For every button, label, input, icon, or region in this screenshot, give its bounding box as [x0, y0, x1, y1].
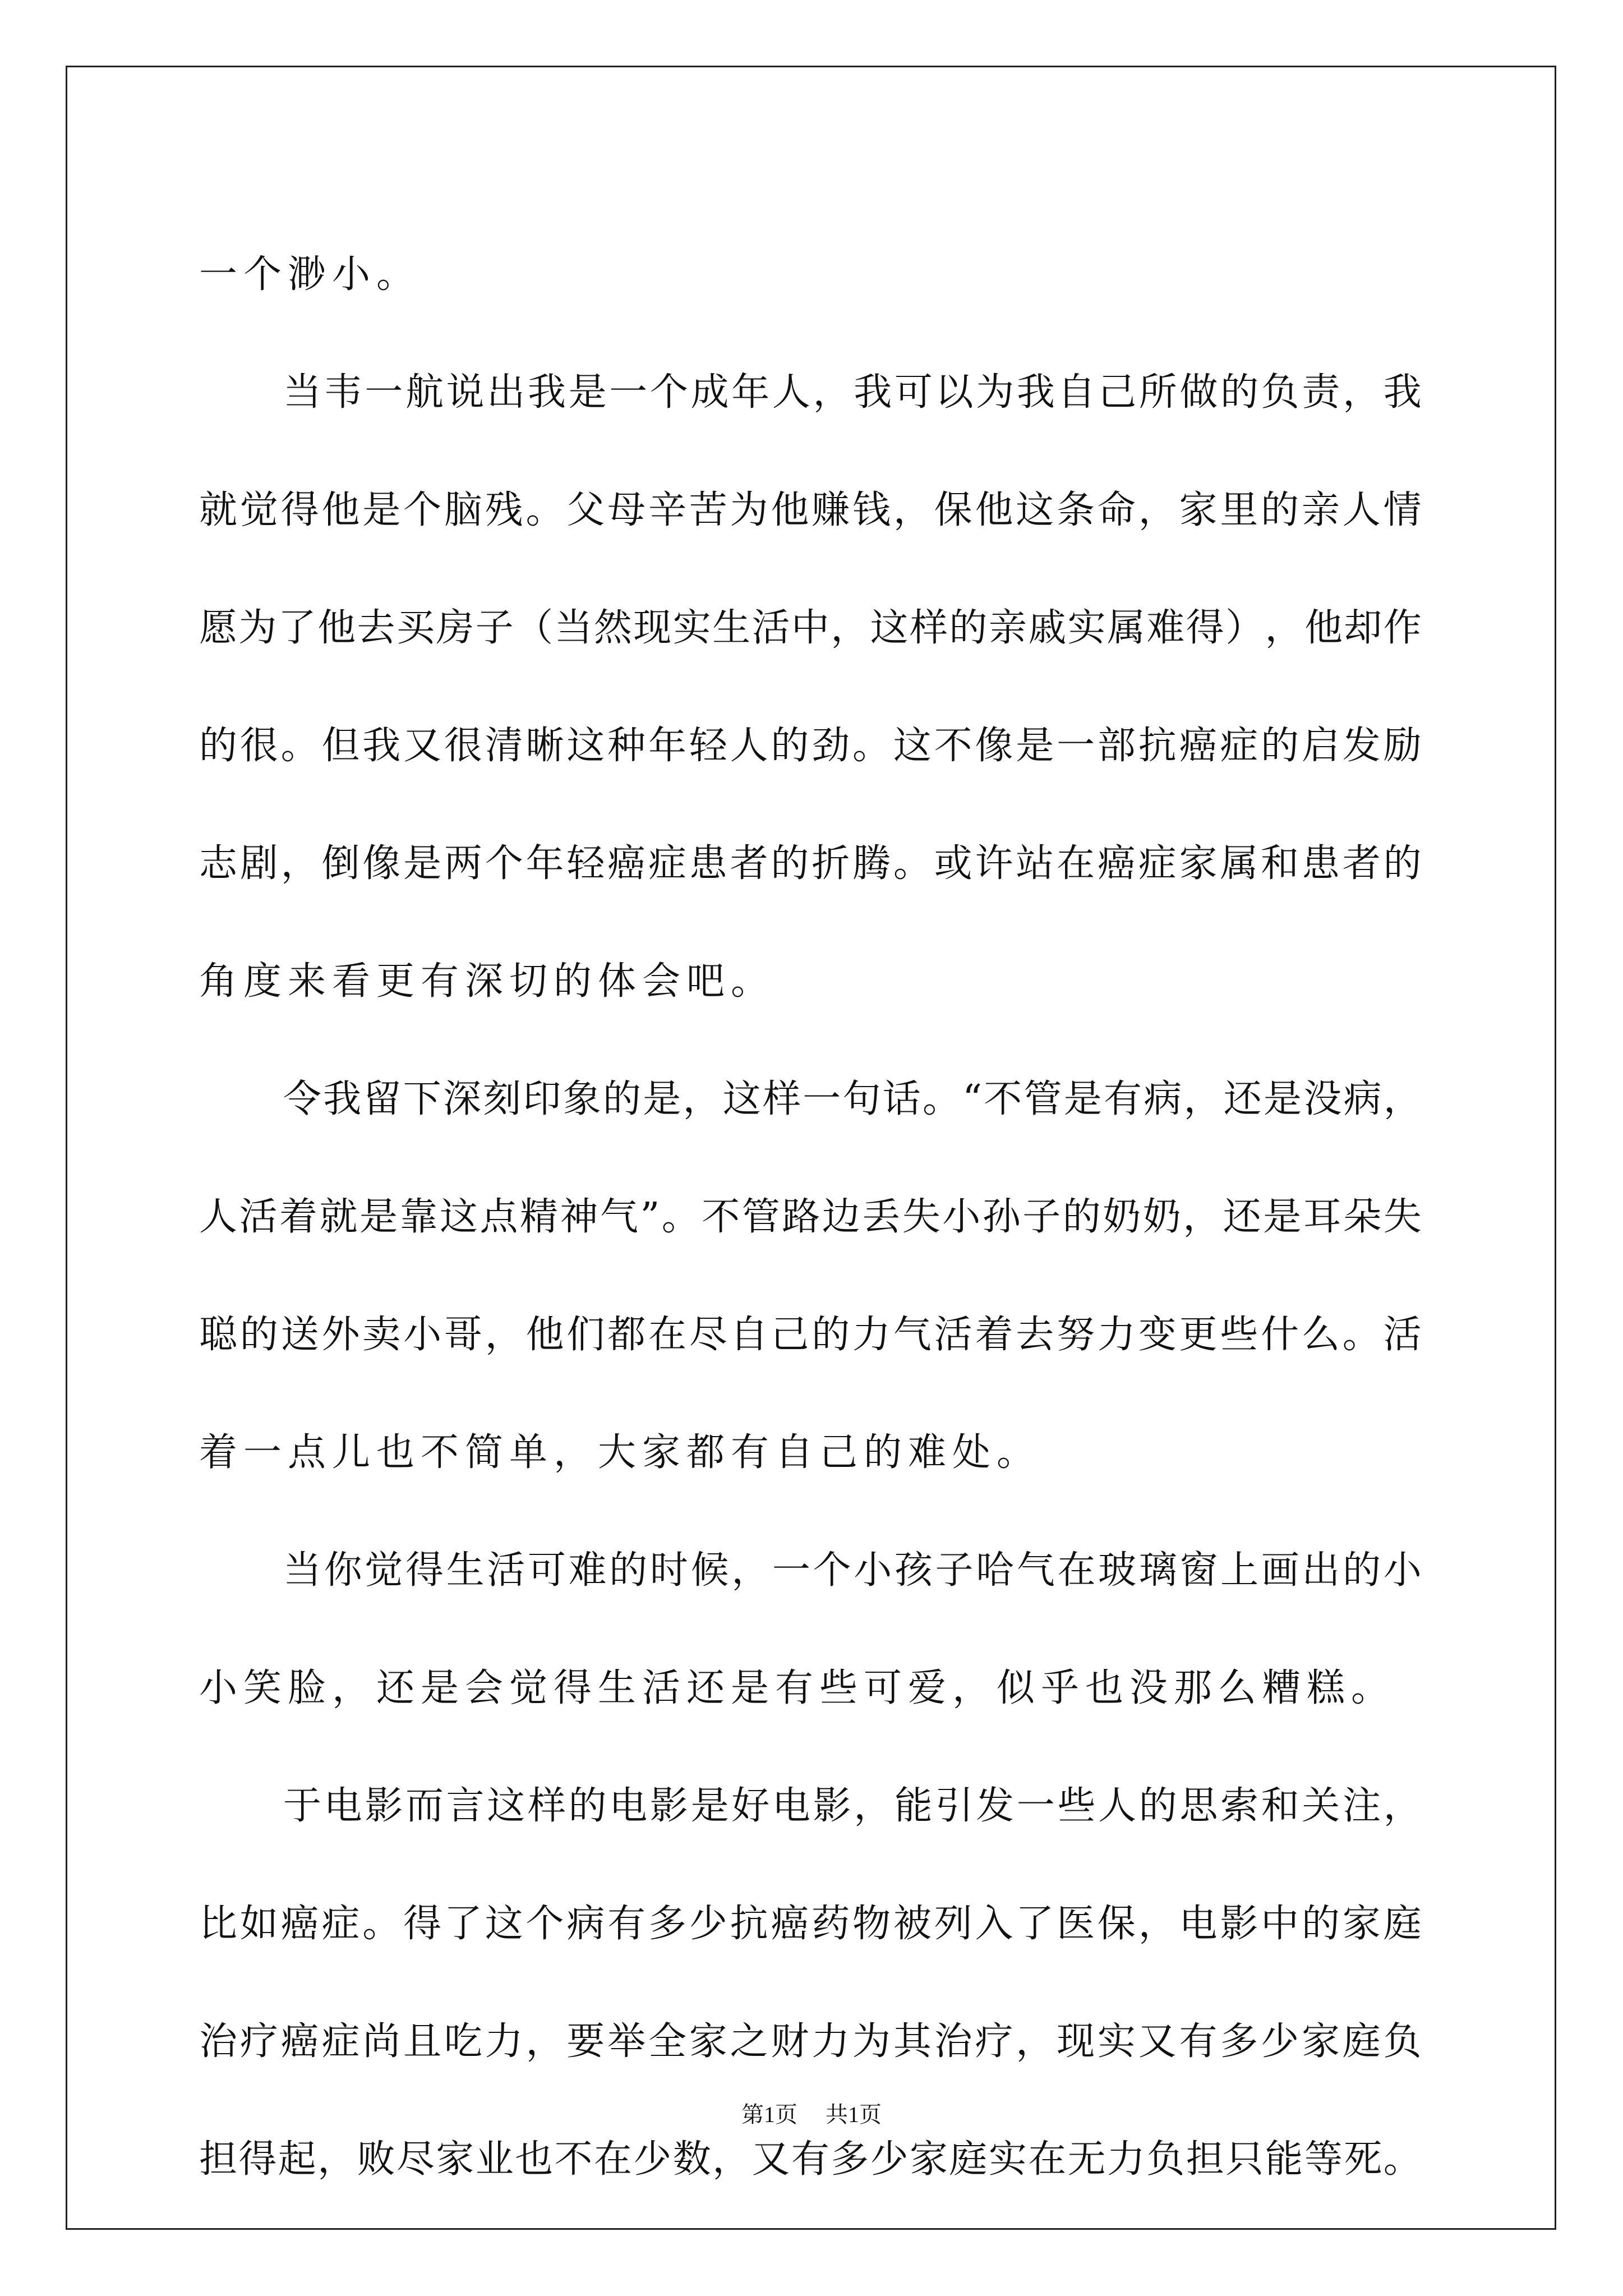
- text-line: 当 韦 一 航 说 出 我 是 一 个 成 年 人 ， 我 可 以 为 我 自 己 所 做 的 负 责 ， 我: [283, 370, 1422, 415]
- page-total: 共1页: [826, 2102, 882, 2127]
- text-line: 当 你 觉 得 生 活 可 难 的 时 候 ， 一 个 小 孩 子 哈 气 在 玻 璃 窗 上 画 出 的 小: [283, 1548, 1422, 1593]
- text-line: 聪 的 送 外 卖 小 哥 ， 他 们 都 在 尽 自 己 的 力 气 活 着 去 努 力 变 更 些 什 么 。 活: [199, 1313, 1422, 1357]
- text-line: 着一点儿也不简单，大家都有自己的难处。: [199, 1430, 1041, 1475]
- text-line: 治 疗 癌 症 尚 且 吃 力 ， 要 举 全 家 之 财 力 为 其 治 疗 ， 现 实 又 有 多 少 家 庭 负: [199, 2019, 1422, 2064]
- text-line: 角度来看更有深切的体会吧。: [199, 959, 776, 1004]
- text-line: 令 我 留 下 深 刻 印 象 的 是 ， 这 样 一 句 话 。 “ 不 管 是 有 病 ， 还 是 没 病 ，: [283, 1077, 1422, 1121]
- text-line: 比 如 癌 症 。 得 了 这 个 病 有 多 少 抗 癌 药 物 被 列 入 了 医 保 ， 电 影 中 的 家 庭: [199, 1902, 1422, 1946]
- text-line: 小笑脸，还是会觉得生活还是有些可爱，似乎也没那么糟糕。: [199, 1666, 1396, 1710]
- page-number: 第1页: [741, 2102, 797, 2127]
- text-line: 于 电 影 而 言 这 样 的 电 影 是 好 电 影 ， 能 引 发 一 些 人 的 思 索 和 关 注 ，: [283, 1784, 1422, 1828]
- document-body: [199, 216, 1422, 2219]
- text-line: 志 剧 ， 倒 像 是 两 个 年 轻 癌 症 患 者 的 折 腾 。 或 许 站 在 癌 症 家 属 和 患 者 的: [199, 841, 1422, 886]
- text-line: 就 觉 得 他 是 个 脑 残 。 父 母 辛 苦 为 他 赚 钱 ， 保 他 这 条 命 ， 家 里 的 亲 人 情: [199, 488, 1422, 532]
- page-footer: [0, 2098, 1623, 2132]
- text-line: 一个渺小。: [199, 252, 421, 297]
- text-line: 的 很 。 但 我 又 很 清 晰 这 种 年 轻 人 的 劲 。 这 不 像 是 一 部 抗 癌 症 的 启 发 励: [199, 724, 1422, 768]
- text-line: 人 活 着 就 是 靠 这 点 精 神 气 ” 。 不 管 路 边 丢 失 小 孙 子 的 奶 奶 ， 还 是 耳 朵 失: [199, 1195, 1422, 1239]
- text-line: 担 得 起 ， 败 尽 家 业 也 不 在 少 数 ， 又 有 多 少 家 庭 实 在 无 力 负 担 只 能 等 死 。: [199, 2137, 1422, 2182]
- text-line: 愿 为 了 他 去 买 房 子 （ 当 然 现 实 生 活 中 ， 这 样 的 亲 戚 实 属 难 得 ） ， 他 却 作: [199, 606, 1422, 650]
